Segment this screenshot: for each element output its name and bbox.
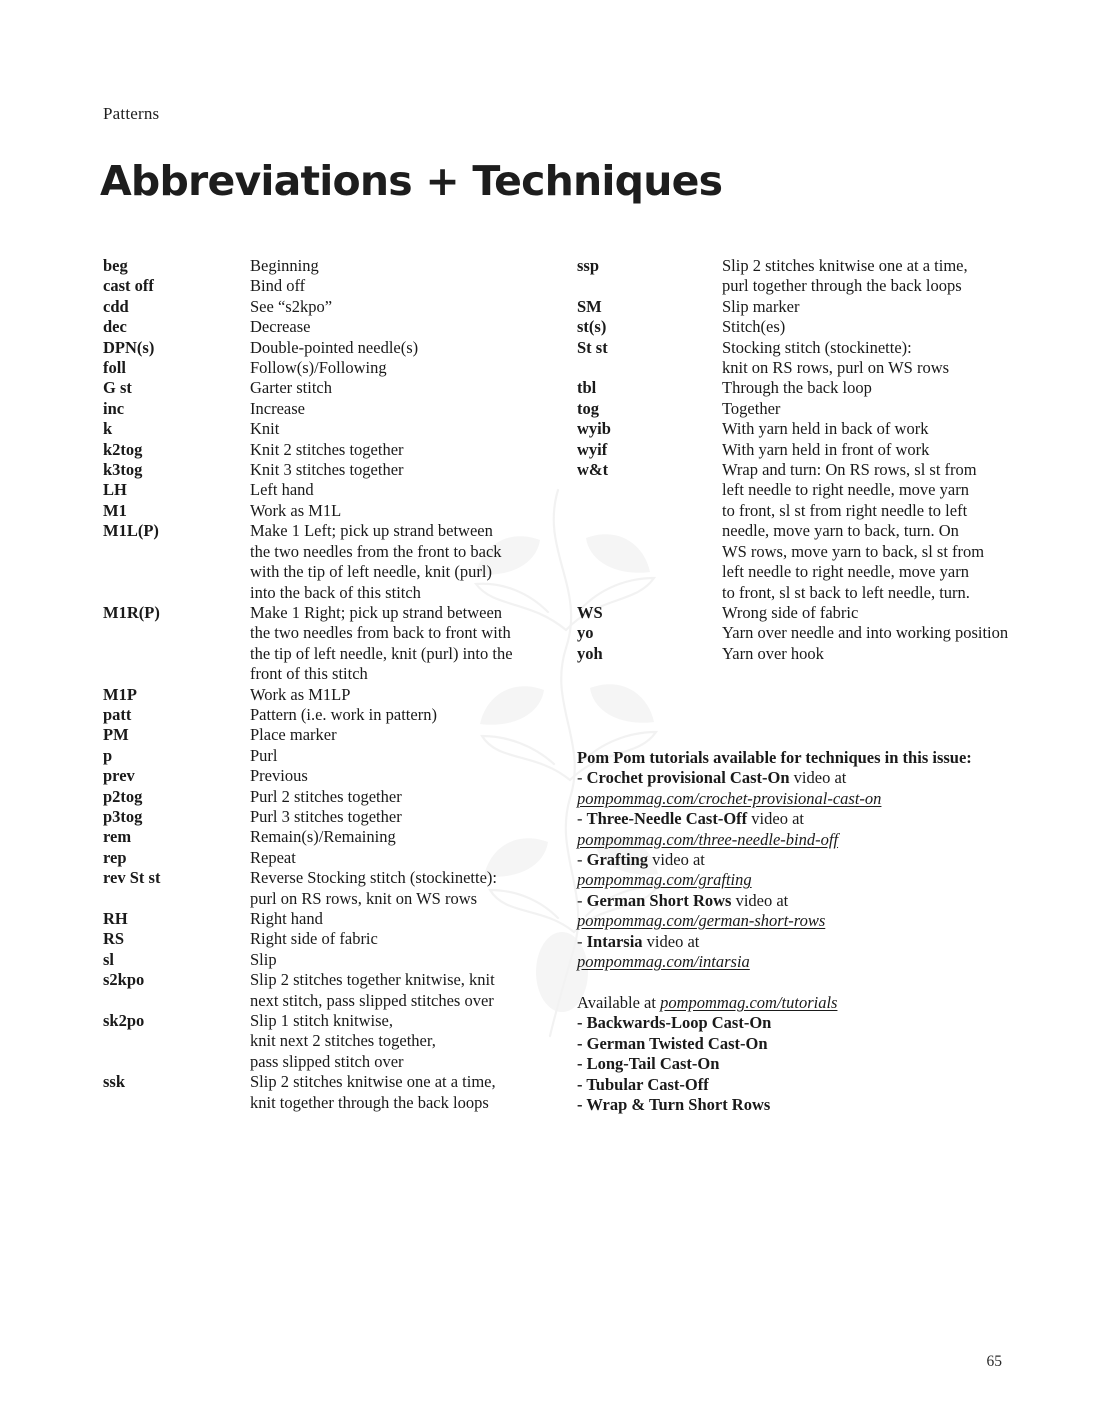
abbreviation-definition — [250, 766, 543, 786]
abbreviation-definition — [250, 358, 543, 378]
glossary-entry — [577, 256, 1027, 297]
abbreviation-definition — [250, 929, 543, 949]
glossary-entry — [103, 603, 543, 685]
glossary-entry — [103, 685, 543, 705]
list-bullet: - — [577, 809, 587, 829]
available-item: - Tubular Cast-Off — [577, 1074, 709, 1094]
definition-line: Purl 2 stitches together — [250, 786, 402, 806]
abbreviation-term: cast off — [103, 276, 154, 296]
tutorial-suffix: video at — [642, 931, 700, 951]
glossary-entry — [103, 419, 543, 439]
glossary-entry — [103, 440, 543, 460]
abbreviation-definition — [722, 623, 1027, 643]
abbreviation-term: p2tog — [103, 786, 143, 806]
glossary-entry — [103, 827, 543, 847]
available-item: - Backwards-Loop Cast-On — [577, 1013, 772, 1033]
definition-line: pass slipped stitch over — [250, 1051, 404, 1071]
page-number: 65 — [986, 1353, 1002, 1370]
abbreviation-definition — [250, 460, 543, 480]
definition-line: Right hand — [250, 909, 323, 928]
tutorial-name: Intarsia — [586, 931, 643, 951]
tutorial-name: German Short Rows — [586, 890, 732, 910]
abbreviation-definition — [250, 909, 543, 929]
abbreviation-definition — [250, 868, 543, 909]
glossary-entry — [577, 338, 1027, 379]
definition-line: Previous — [250, 766, 308, 786]
abbreviation-term: DPN(s) — [103, 337, 155, 357]
glossary-entry — [103, 787, 543, 807]
definition-line: Stocking stitch (stockinette): — [722, 337, 912, 357]
abbreviation-definition — [250, 970, 543, 1011]
definition-line: next stitch, pass slipped stitches over — [250, 990, 494, 1010]
abbreviation-term: rep — [103, 847, 127, 867]
abbreviation-definition — [250, 685, 543, 705]
glossary-column-right — [577, 256, 1027, 664]
abbreviation-term: M1L(P) — [103, 521, 159, 541]
available-heading — [577, 993, 1037, 1013]
available-item: - Wrap & Turn Short Rows — [577, 1095, 771, 1115]
glossary-entry — [103, 256, 543, 276]
list-bullet: - — [577, 768, 587, 788]
tutorial-suffix: video at — [648, 850, 705, 870]
available-label: Available at — [577, 993, 661, 1012]
tutorial-suffix: video at — [747, 809, 804, 829]
glossary-entry — [103, 480, 543, 500]
abbreviation-definition — [722, 603, 1027, 623]
abbreviation-term: s2kpo — [103, 970, 145, 990]
definition-line: Follow(s)/Following — [250, 358, 387, 378]
abbreviation-term: foll — [103, 358, 126, 378]
definition-line: Double-pointed needle(s) — [250, 337, 419, 357]
abbreviation-definition — [250, 317, 543, 337]
tutorial-suffix: video at — [789, 768, 847, 788]
abbreviation-definition — [250, 705, 543, 725]
abbreviation-term: inc — [103, 398, 125, 418]
abbreviation-definition — [722, 297, 1027, 317]
abbreviation-term: tbl — [577, 378, 597, 398]
abbreviation-definition — [722, 317, 1027, 337]
tutorial-url[interactable]: pompommag.com/three-needle-bind-off — [577, 829, 839, 849]
tutorial-url-line — [577, 952, 1037, 972]
abbreviation-term: LH — [103, 480, 127, 500]
glossary-entry — [103, 276, 543, 296]
definition-line: purl together through the back loops — [722, 276, 962, 296]
definition-line: with the tip of left needle, knit (purl) — [250, 562, 492, 582]
available-tutorials-section — [577, 993, 1037, 1115]
abbreviation-definition — [250, 950, 543, 970]
abbreviation-definition — [250, 501, 543, 521]
abbreviation-term: p3tog — [103, 806, 143, 826]
definition-line: Stitch(es) — [722, 317, 786, 337]
abbreviation-term: wyib — [577, 419, 611, 439]
abbreviation-definition — [250, 256, 543, 276]
tutorial-url[interactable]: pompommag.com/german-short-rows — [577, 911, 826, 931]
definition-line: to front, sl st from right needle to left — [722, 500, 968, 520]
abbreviation-definition — [250, 521, 543, 603]
abbreviation-definition — [250, 480, 543, 500]
abbreviation-term: M1 — [103, 500, 127, 520]
definition-line: Work as M1LP — [250, 684, 351, 704]
glossary-entry — [577, 297, 1027, 317]
definition-line: Work as M1L — [250, 500, 342, 520]
abbreviation-term: sk2po — [103, 1011, 145, 1031]
list-bullet: - — [577, 931, 587, 951]
tutorial-url[interactable]: pompommag.com/crochet-provisional-cast-on — [577, 788, 882, 808]
definition-line: left needle to right needle, move yarn — [722, 480, 969, 500]
abbreviation-definition — [722, 440, 1027, 460]
abbreviation-term: G st — [103, 378, 132, 398]
abbreviation-term: M1R(P) — [103, 602, 160, 622]
definition-line: Place marker — [250, 725, 337, 745]
abbreviation-definition — [250, 787, 543, 807]
definition-line: the two needles from back to front with — [250, 623, 511, 643]
abbreviation-definition — [250, 276, 543, 296]
glossary-entry — [577, 460, 1027, 603]
definition-line: Wrong side of fabric — [722, 602, 859, 622]
tutorial-item — [577, 891, 1037, 911]
list-bullet: - — [577, 850, 587, 870]
abbreviation-term: WS — [577, 602, 603, 622]
definition-line: Right side of fabric — [250, 929, 378, 949]
tutorial-item — [577, 932, 1037, 952]
definition-line: the two needles from the front to back — [250, 541, 502, 561]
abbreviation-definition — [250, 807, 543, 827]
definition-line: knit together through the back loops — [250, 1092, 489, 1112]
definition-line: Together — [722, 398, 781, 418]
definition-line: WS rows, move yarn to back, sl st from — [722, 541, 985, 561]
abbreviation-definition — [722, 338, 1027, 379]
glossary-column-left — [103, 256, 543, 1113]
definition-line: knit on RS rows, purl on WS rows — [722, 358, 950, 378]
glossary-entry — [103, 297, 543, 317]
abbreviation-definition — [250, 297, 543, 317]
glossary-entry — [103, 460, 543, 480]
abbreviation-definition — [722, 399, 1027, 419]
glossary-entry — [103, 746, 543, 766]
glossary-entry — [577, 623, 1027, 643]
tutorial-name: Grafting — [586, 850, 649, 870]
glossary-entry — [103, 338, 543, 358]
definition-line: to front, sl st back to left needle, turn. — [722, 582, 970, 602]
definition-line: needle, move yarn to back, turn. On — [722, 521, 959, 541]
abbreviation-term: cdd — [103, 296, 129, 316]
definition-line: Slip — [250, 949, 277, 969]
glossary-entry — [103, 705, 543, 725]
glossary-entry — [577, 378, 1027, 398]
glossary-entry — [103, 358, 543, 378]
definition-line: Left hand — [250, 480, 314, 500]
list-bullet: - — [577, 890, 587, 910]
tutorial-url-line — [577, 870, 1037, 890]
abbreviation-term: wyif — [577, 439, 608, 459]
glossary-entry — [577, 644, 1027, 664]
definition-line: Make 1 Right; pick up strand between — [250, 602, 503, 622]
glossary-entry — [103, 970, 543, 1011]
abbreviation-definition — [250, 419, 543, 439]
glossary-entry — [577, 419, 1027, 439]
tutorial-name: Crochet provisional Cast-On — [586, 768, 790, 788]
definition-line: With yarn held in back of work — [722, 419, 929, 439]
glossary-entry — [103, 868, 543, 909]
abbreviation-term: dec — [103, 317, 127, 337]
definition-line: Repeat — [250, 847, 296, 867]
definition-line: Remain(s)/Remaining — [250, 827, 396, 847]
abbreviation-definition — [250, 1011, 543, 1072]
abbreviation-term: prev — [103, 766, 135, 786]
glossary-entry — [103, 929, 543, 949]
definition-line: left needle to right needle, move yarn — [722, 562, 969, 582]
page-title: Abbreviations + Techniques — [100, 157, 723, 206]
definition-line: Purl 3 stitches together — [250, 806, 402, 826]
definition-line: purl on RS rows, knit on WS rows — [250, 888, 478, 908]
abbreviation-definition — [250, 440, 543, 460]
definition-line: Bind off — [250, 276, 306, 296]
abbreviation-definition — [250, 378, 543, 398]
abbreviation-term: RH — [103, 909, 128, 928]
definition-line: Yarn over hook — [722, 643, 824, 663]
abbreviation-term: k3tog — [103, 460, 143, 480]
abbreviation-term: SM — [577, 296, 602, 316]
glossary-entry — [103, 909, 543, 929]
abbreviation-term: k — [103, 419, 113, 439]
tutorial-url-line — [577, 830, 1037, 850]
glossary-entry — [103, 725, 543, 745]
definition-line: See “s2kpo” — [250, 296, 333, 316]
abbreviation-term: M1P — [103, 684, 137, 704]
glossary-entry — [577, 440, 1027, 460]
abbreviation-term: rem — [103, 827, 132, 847]
glossary-entry — [577, 603, 1027, 623]
definition-line: Slip 2 stitches knitwise one at a time, — [250, 1072, 496, 1092]
abbreviation-term: ssk — [103, 1072, 126, 1092]
definition-line: Slip 2 stitches together knitwise, knit — [250, 970, 495, 990]
tutorials-heading: Pom Pom tutorials available for techniques in this issue: — [577, 748, 972, 767]
abbreviation-definition — [250, 1072, 543, 1113]
abbreviation-term: sl — [103, 949, 115, 969]
definition-line: With yarn held in front of work — [722, 439, 930, 459]
section-eyebrow: Patterns — [103, 104, 160, 123]
glossary-entry — [103, 399, 543, 419]
abbreviation-term: tog — [577, 398, 599, 418]
tutorials-section — [577, 748, 1037, 972]
abbreviation-term: yo — [577, 623, 594, 643]
tutorial-suffix: video at — [731, 890, 789, 910]
abbreviation-definition — [250, 848, 543, 868]
available-item: - Long-Tail Cast-On — [577, 1054, 720, 1074]
definition-line: Make 1 Left; pick up strand between — [250, 521, 493, 541]
glossary-entry — [103, 766, 543, 786]
glossary-entry — [103, 848, 543, 868]
abbreviation-term: RS — [103, 929, 125, 949]
definition-line: into the back of this stitch — [250, 582, 421, 602]
abbreviation-term: PM — [103, 725, 129, 745]
abbreviation-term: patt — [103, 704, 132, 724]
abbreviation-definition — [250, 746, 543, 766]
tutorial-url[interactable]: pompommag.com/intarsia — [577, 952, 750, 972]
definition-line: the tip of left needle, knit (purl) into the — [250, 643, 513, 663]
definition-line: knit next 2 stitches together, — [250, 1031, 436, 1051]
definition-line: Knit 3 stitches together — [250, 460, 404, 480]
glossary-entry — [103, 1011, 543, 1072]
available-item: - German Twisted Cast-On — [577, 1033, 768, 1053]
abbreviation-term: St st — [577, 337, 608, 357]
definition-line: Decrease — [250, 317, 311, 337]
abbreviation-term: yoh — [577, 643, 603, 663]
definition-line: Increase — [250, 398, 305, 418]
definition-line: Yarn over needle and into working position — [722, 623, 1009, 643]
glossary-entry — [103, 378, 543, 398]
abbreviation-term: beg — [103, 256, 128, 275]
glossary-entry — [103, 501, 543, 521]
tutorial-item — [577, 850, 1037, 870]
abbreviation-definition — [250, 338, 543, 358]
abbreviation-definition — [250, 603, 543, 685]
definition-line: Garter stitch — [250, 378, 333, 398]
definition-line: Purl — [250, 745, 278, 765]
definition-line: Reverse Stocking stitch (stockinette): — [250, 868, 497, 888]
abbreviation-definition — [722, 460, 1027, 603]
definition-line: Pattern (i.e. work in pattern) — [250, 704, 437, 724]
tutorial-url-line — [577, 789, 1037, 809]
definition-line: front of this stitch — [250, 664, 368, 684]
glossary-entry — [103, 807, 543, 827]
glossary-entry — [577, 399, 1027, 419]
tutorial-item — [577, 768, 1037, 788]
tutorial-url[interactable]: pompommag.com/grafting — [577, 870, 752, 890]
definition-line: Through the back loop — [722, 378, 872, 398]
glossary-entry — [577, 317, 1027, 337]
definition-line: Beginning — [250, 256, 319, 275]
abbreviation-definition — [250, 399, 543, 419]
abbreviation-definition — [722, 644, 1027, 664]
tutorial-name: Three-Needle Cast-Off — [586, 809, 748, 829]
abbreviation-term: rev St st — [103, 868, 161, 888]
tutorial-item — [577, 809, 1037, 829]
available-url[interactable]: pompommag.com/tutorials — [660, 993, 838, 1012]
abbreviation-definition — [722, 378, 1027, 398]
definition-line: Wrap and turn: On RS rows, sl st from — [722, 460, 977, 480]
abbreviation-term: p — [103, 745, 113, 765]
abbreviation-term: k2tog — [103, 439, 143, 459]
definition-line: Knit 2 stitches together — [250, 439, 404, 459]
glossary-entry — [103, 1072, 543, 1113]
definition-line: Slip 2 stitches knitwise one at a time, — [722, 256, 968, 275]
abbreviation-definition — [250, 827, 543, 847]
abbreviation-definition — [250, 725, 543, 745]
abbreviation-term: w&t — [577, 460, 609, 480]
abbreviation-definition — [722, 256, 1027, 297]
definition-line: Knit — [250, 419, 280, 439]
definition-line: Slip marker — [722, 296, 800, 316]
definition-line: Slip 1 stitch knitwise, — [250, 1011, 394, 1031]
glossary-entry — [103, 521, 543, 603]
abbreviation-definition — [722, 419, 1027, 439]
tutorial-url-line — [577, 911, 1037, 931]
glossary-entry — [103, 317, 543, 337]
abbreviation-term: ssp — [577, 256, 600, 275]
glossary-entry — [103, 950, 543, 970]
abbreviation-term: st(s) — [577, 317, 607, 337]
